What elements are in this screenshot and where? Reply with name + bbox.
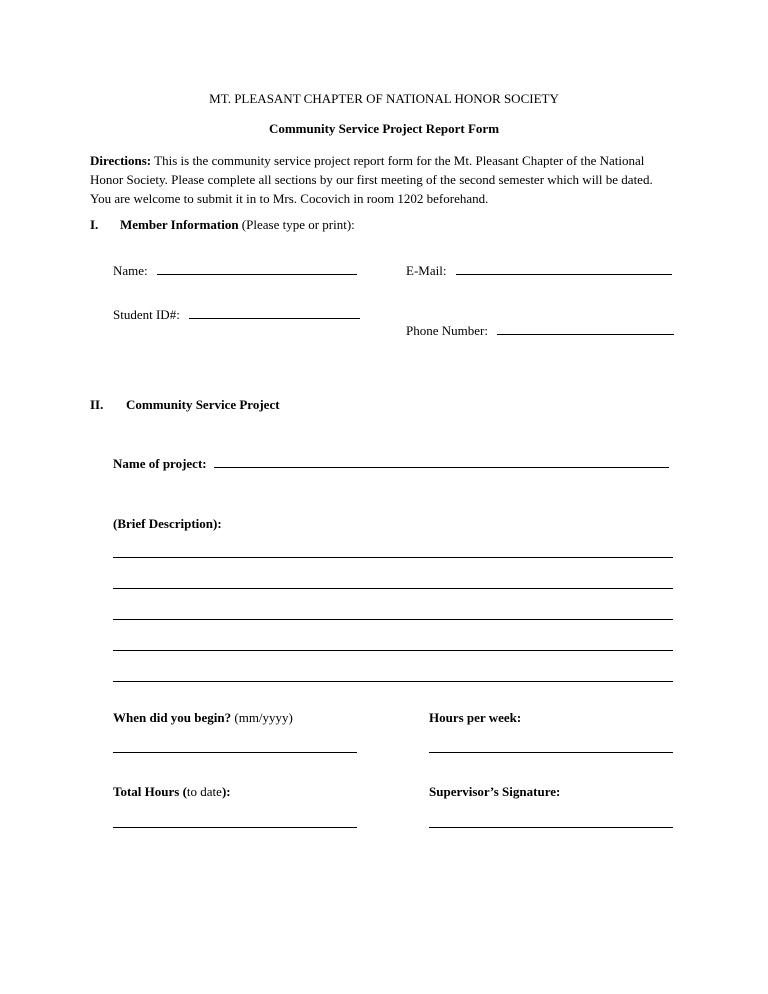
hours-per-week-label: Hours per week: xyxy=(429,710,522,725)
total-hours-input-line[interactable] xyxy=(113,827,357,828)
directions-label: Directions: xyxy=(90,153,152,168)
phone-field-row xyxy=(406,323,674,339)
name-input-line[interactable] xyxy=(157,263,357,275)
form-title: Community Service Project Report Form xyxy=(268,121,500,136)
email-label: E-Mail: xyxy=(406,263,447,278)
begin-format: (mm/yyyy) xyxy=(234,710,293,725)
email-input-line[interactable] xyxy=(456,263,672,275)
description-line-2[interactable] xyxy=(113,588,673,589)
supervisor-signature-label: Supervisor’s Signature: xyxy=(429,784,561,799)
begin-input-line[interactable] xyxy=(113,752,357,753)
section-1-title: Member Information xyxy=(120,217,239,232)
project-name-label: Name of project: xyxy=(113,456,207,471)
section-1-numeral: I. xyxy=(90,217,99,232)
section-2-numeral: II. xyxy=(90,397,104,412)
section-2-title: Community Service Project xyxy=(126,397,280,412)
description-line-5[interactable] xyxy=(113,681,673,682)
project-name-field-row xyxy=(113,456,669,472)
name-label: Name: xyxy=(113,263,148,278)
project-name-input-line[interactable] xyxy=(214,456,669,468)
description-line-1[interactable] xyxy=(113,557,673,558)
phone-label: Phone Number: xyxy=(406,323,488,338)
section-1-note: (Please type or print): xyxy=(241,217,355,232)
student-id-label: Student ID#: xyxy=(113,307,180,322)
total-hours-note: to date xyxy=(186,784,222,799)
begin-label: When did you begin? xyxy=(113,710,232,725)
student-id-field-row xyxy=(113,307,360,323)
description-label: (Brief Description): xyxy=(113,516,222,531)
description-line-3[interactable] xyxy=(113,619,673,620)
total-hours-end: ): xyxy=(221,784,231,799)
hours-per-week-input-line[interactable] xyxy=(429,752,673,753)
email-field-row xyxy=(406,263,672,279)
directions-line-2: Honor Society. Please complete all sections by our first meeting of the second semester which will be dated. xyxy=(90,172,653,187)
section-1-heading xyxy=(120,217,355,233)
directions-line-1: This is the community service project report form for the Mt. Pleasant Chapter of the National xyxy=(154,153,645,168)
begin-label-row xyxy=(113,710,293,726)
directions-line-3: You are welcome to submit it in to Mrs. Cocovich in room 1202 beforehand. xyxy=(90,191,489,206)
supervisor-signature-input-line[interactable] xyxy=(429,827,673,828)
organization-title: MT. PLEASANT CHAPTER OF NATIONAL HONOR SOCIETY xyxy=(209,91,559,106)
directions xyxy=(90,151,680,208)
name-field-row xyxy=(113,263,357,279)
phone-input-line[interactable] xyxy=(497,323,674,335)
total-hours-label-row xyxy=(113,784,231,800)
description-line-4[interactable] xyxy=(113,650,673,651)
student-id-input-line[interactable] xyxy=(189,307,360,319)
total-hours-label: Total Hours ( xyxy=(113,784,187,799)
